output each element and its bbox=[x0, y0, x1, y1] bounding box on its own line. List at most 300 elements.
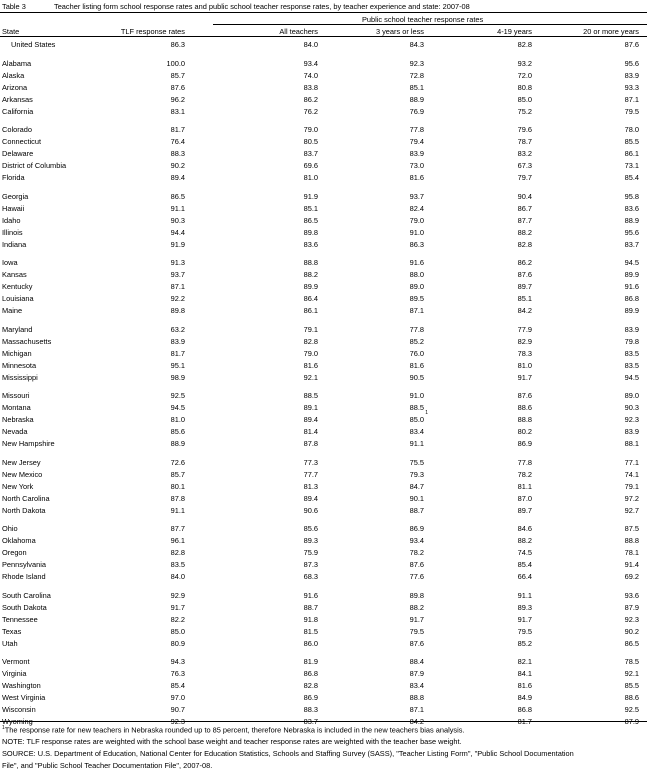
cell-all: 79.0 bbox=[303, 125, 318, 134]
cell-y3: 72.8 bbox=[409, 70, 424, 80]
table-row bbox=[0, 559, 647, 571]
cell-all: 89.4 bbox=[303, 415, 318, 424]
cell-all: 89.9 bbox=[303, 282, 318, 291]
cell-y3: 83.4 bbox=[409, 681, 424, 690]
table-row bbox=[0, 336, 647, 348]
cell-y3: 89.0 bbox=[409, 282, 424, 291]
cell-all: 86.2 bbox=[303, 94, 318, 104]
cell-y4_19: 82.8 bbox=[517, 40, 532, 49]
cell-y4_19: 88.2 bbox=[517, 227, 532, 237]
table-row bbox=[0, 523, 647, 535]
table-row bbox=[0, 390, 647, 402]
state-name: Arizona bbox=[2, 82, 28, 92]
state-name: Arkansas bbox=[2, 94, 33, 104]
cell-tlf: 87.8 bbox=[170, 493, 185, 503]
state-name: Minnesota bbox=[2, 360, 37, 370]
cell-y3: 79.4 bbox=[409, 137, 424, 146]
cell-tlf: 76.4 bbox=[170, 137, 185, 146]
table-row bbox=[0, 360, 647, 372]
cell-tlf: 97.0 bbox=[170, 693, 185, 702]
cell-y20: 95.8 bbox=[624, 191, 639, 201]
cell-tlf: 76.3 bbox=[170, 669, 185, 678]
cell-tlf: 85.7 bbox=[170, 70, 185, 80]
cell-y4_19: 88.6 bbox=[517, 403, 532, 412]
cell-tlf: 85.7 bbox=[170, 469, 185, 479]
cell-tlf: 85.0 bbox=[170, 626, 185, 636]
cell-y20: 91.4 bbox=[624, 560, 639, 569]
cell-y20: 86.1 bbox=[624, 149, 639, 158]
state-name: Michigan bbox=[2, 348, 32, 358]
cell-tlf: 88.9 bbox=[170, 439, 185, 448]
cell-y20: 87.6 bbox=[624, 40, 639, 49]
cell-y20: 94.5 bbox=[624, 372, 639, 382]
state-name: Rhode Island bbox=[2, 572, 46, 581]
cell-y3: 82.4 bbox=[409, 203, 424, 213]
state-name: Iowa bbox=[2, 258, 18, 267]
cell-all: 91.8 bbox=[303, 614, 318, 624]
cell-all: 81.4 bbox=[303, 427, 318, 436]
table-row bbox=[0, 680, 647, 692]
header-3-years: 3 years or less bbox=[375, 27, 424, 36]
table-row bbox=[0, 656, 647, 668]
cell-all: 92.1 bbox=[303, 372, 318, 382]
cell-y4_19: 87.6 bbox=[517, 270, 532, 279]
state-name: Wisconsin bbox=[2, 705, 36, 714]
cell-y20: 86.8 bbox=[624, 294, 639, 303]
cell-y20: 83.5 bbox=[624, 360, 639, 370]
cell-y4_19: 89.3 bbox=[517, 602, 532, 612]
header-all-teachers: All teachers bbox=[279, 27, 318, 36]
cell-all: 83.8 bbox=[303, 82, 318, 92]
table-row bbox=[0, 58, 647, 70]
cell-tlf: 87.7 bbox=[170, 524, 185, 533]
state-name: Nebraska bbox=[2, 415, 34, 424]
cell-tlf: 90.7 bbox=[170, 705, 185, 714]
cell-tlf: 81.7 bbox=[170, 348, 185, 358]
cell-all: 89.8 bbox=[303, 227, 318, 237]
cell-y3: 83.9 bbox=[409, 149, 424, 158]
cell-y4_19: 72.0 bbox=[517, 70, 532, 80]
cell-tlf: 94.3 bbox=[170, 657, 185, 666]
cell-all: 86.9 bbox=[303, 693, 318, 702]
table-row bbox=[0, 106, 647, 118]
state-name: Maine bbox=[2, 306, 23, 315]
cell-tlf: 81.0 bbox=[170, 415, 185, 424]
cell-y3: 85.0 bbox=[409, 415, 424, 424]
cell-y4_19: 87.7 bbox=[517, 215, 532, 225]
cell-all: 76.2 bbox=[303, 106, 318, 116]
cell-all: 82.8 bbox=[303, 681, 318, 690]
cell-y4_19: 88.2 bbox=[517, 536, 532, 545]
cell-tlf: 91.1 bbox=[170, 505, 185, 515]
cell-y4_19: 79.6 bbox=[517, 125, 532, 134]
cell-y20: 79.1 bbox=[624, 481, 639, 491]
cell-all: 88.3 bbox=[303, 705, 318, 714]
cell-y20: 92.5 bbox=[624, 705, 639, 714]
table-row bbox=[0, 704, 647, 716]
table-row bbox=[0, 305, 647, 317]
cell-all: 91.9 bbox=[303, 191, 318, 201]
cell-y4_19: 85.2 bbox=[517, 638, 532, 648]
cell-all: 77.7 bbox=[303, 469, 318, 479]
cell-all: 79.0 bbox=[303, 348, 318, 358]
state-name: Florida bbox=[2, 173, 25, 182]
cell-y3: 88.0 bbox=[409, 270, 424, 279]
cell-y20: 83.9 bbox=[624, 324, 639, 334]
cell-y4_19: 93.2 bbox=[517, 58, 532, 68]
cell-y4_19: 86.7 bbox=[517, 203, 532, 213]
table-row bbox=[0, 148, 647, 160]
state-name: Illinois bbox=[2, 227, 23, 237]
header-4-19-years: 4-19 years bbox=[497, 27, 532, 36]
cell-y3: 90.5 bbox=[409, 372, 424, 382]
cell-y3: 81.6 bbox=[409, 360, 424, 370]
cell-all: 84.0 bbox=[303, 40, 318, 49]
state-name: New York bbox=[2, 481, 34, 491]
state-name: Georgia bbox=[2, 191, 29, 201]
cell-all: 85.6 bbox=[303, 524, 318, 533]
cell-y4_19: 89.7 bbox=[517, 505, 532, 515]
cell-all: 86.0 bbox=[303, 638, 318, 648]
cell-y20: 91.6 bbox=[624, 282, 639, 291]
cell-y3: 73.0 bbox=[409, 161, 424, 170]
cell-y20: 69.2 bbox=[624, 572, 639, 581]
state-name: South Carolina bbox=[2, 590, 51, 600]
table-row bbox=[0, 160, 647, 172]
state-name: Alaska bbox=[2, 70, 25, 80]
cell-y3: 88.9 bbox=[409, 94, 424, 104]
cell-tlf: 94.5 bbox=[170, 403, 185, 412]
cell-tlf: 91.7 bbox=[170, 602, 185, 612]
table-row bbox=[0, 94, 647, 106]
cell-all: 79.1 bbox=[303, 324, 318, 334]
state-name: New Mexico bbox=[2, 469, 43, 479]
cell-y20: 87.5 bbox=[624, 524, 639, 533]
cell-y3: 83.4 bbox=[409, 427, 424, 436]
state-name: Missouri bbox=[2, 391, 30, 400]
cell-y20: 93.6 bbox=[624, 590, 639, 600]
cell-y4_19: 87.6 bbox=[517, 391, 532, 400]
cell-y3: 88.2 bbox=[409, 602, 424, 612]
footnote-1-text: The response rate for new teachers in Nebraska rounded up to 85 percent, therefore Nebraska is included in the new teachers bias analysis. bbox=[4, 725, 465, 735]
cell-y4_19: 74.5 bbox=[517, 548, 532, 557]
cell-all: 81.6 bbox=[303, 360, 318, 370]
table-row bbox=[0, 191, 647, 203]
cell-y20: 92.7 bbox=[624, 505, 639, 515]
cell-y4_19: 78.2 bbox=[517, 469, 532, 479]
cell-tlf: 92.9 bbox=[170, 590, 185, 600]
cell-y20: 85.5 bbox=[624, 681, 639, 690]
cell-y3: 88.5 bbox=[409, 403, 424, 412]
header-tlf: TLF response rates bbox=[120, 27, 185, 36]
cell-y3: 79.0 bbox=[409, 215, 424, 225]
cell-tlf: 87.1 bbox=[170, 282, 185, 291]
state-name: Louisiana bbox=[2, 294, 34, 303]
cell-tlf: 82.2 bbox=[170, 614, 185, 624]
cell-y4_19: 82.1 bbox=[517, 657, 532, 666]
cell-y4_19: 80.2 bbox=[517, 427, 532, 436]
cell-y4_19: 84.1 bbox=[517, 669, 532, 678]
table-row bbox=[0, 626, 647, 638]
state-name: Oklahoma bbox=[2, 536, 36, 545]
cell-all: 81.3 bbox=[303, 481, 318, 491]
state-name: Hawaii bbox=[2, 203, 25, 213]
cell-y20: 92.3 bbox=[624, 415, 639, 424]
cell-all: 83.6 bbox=[303, 239, 318, 249]
cell-y3: 93.7 bbox=[409, 191, 424, 201]
cell-y3: 87.1 bbox=[409, 705, 424, 714]
table-row bbox=[0, 215, 647, 227]
cell-tlf: 88.3 bbox=[170, 149, 185, 158]
table-footer bbox=[2, 722, 645, 772]
cell-y3: 85.1 bbox=[409, 82, 424, 92]
cell-y3: 85.2 bbox=[409, 336, 424, 346]
cell-tlf: 91.3 bbox=[170, 258, 185, 267]
cell-y20: 83.5 bbox=[624, 348, 639, 358]
footnote-marker: 1 bbox=[2, 725, 5, 731]
cell-y20: 94.5 bbox=[624, 258, 639, 267]
cell-y20: 92.1 bbox=[624, 669, 639, 678]
cell-y4_19: 81.6 bbox=[517, 681, 532, 690]
cell-tlf: 86.3 bbox=[170, 40, 185, 49]
state-name: Nevada bbox=[2, 427, 28, 436]
rule-header bbox=[0, 36, 647, 37]
state-name: South Dakota bbox=[2, 602, 47, 612]
table-row bbox=[0, 692, 647, 704]
cell-all: 82.8 bbox=[303, 336, 318, 346]
cell-y20: 83.6 bbox=[624, 203, 639, 213]
cell-y4_19: 90.4 bbox=[517, 191, 532, 201]
cell-y3: 87.1 bbox=[409, 306, 424, 315]
cell-all: 74.0 bbox=[303, 70, 318, 80]
cell-all: 81.9 bbox=[303, 657, 318, 666]
cell-y20: 78.1 bbox=[624, 548, 639, 557]
cell-y4_19: 88.8 bbox=[517, 415, 532, 424]
cell-all: 69.6 bbox=[303, 161, 318, 170]
state-name: North Carolina bbox=[2, 493, 50, 503]
state-name: Montana bbox=[2, 403, 31, 412]
header-group: Public school teacher response rates bbox=[362, 15, 484, 24]
table-row bbox=[0, 257, 647, 269]
table-row bbox=[0, 172, 647, 184]
cell-y4_19: 79.5 bbox=[517, 626, 532, 636]
state-name: California bbox=[2, 106, 34, 116]
cell-y4_19: 84.6 bbox=[517, 524, 532, 533]
state-name: Tennessee bbox=[2, 614, 38, 624]
table-row bbox=[0, 82, 647, 94]
cell-y20: 89.9 bbox=[624, 270, 639, 279]
header-20-years: 20 or more years bbox=[583, 27, 639, 36]
cell-y3: 91.1 bbox=[409, 439, 424, 448]
cell-all: 68.3 bbox=[303, 572, 318, 581]
table-row bbox=[0, 493, 647, 505]
state-name: Massachusetts bbox=[2, 336, 52, 346]
table-row bbox=[0, 348, 647, 360]
cell-y4_19: 81.1 bbox=[517, 481, 532, 491]
cell-y3: 93.4 bbox=[409, 536, 424, 545]
cell-y3: 88.8 bbox=[409, 693, 424, 702]
cell-tlf: 83.9 bbox=[170, 336, 185, 346]
table-row bbox=[0, 239, 647, 251]
cell-y20: 89.0 bbox=[624, 391, 639, 400]
cell-y4_19: 91.7 bbox=[517, 372, 532, 382]
cell-y3: 81.6 bbox=[409, 173, 424, 182]
cell-tlf: 85.6 bbox=[170, 427, 185, 436]
state-name: Virginia bbox=[2, 669, 27, 678]
rule-group bbox=[213, 24, 647, 25]
cell-all: 87.8 bbox=[303, 439, 318, 448]
cell-tlf: 86.5 bbox=[170, 191, 185, 201]
cell-tlf: 80.9 bbox=[170, 638, 185, 648]
cell-y3: 92.3 bbox=[409, 58, 424, 68]
table-row-total bbox=[0, 39, 647, 51]
state-name: Pennsylvania bbox=[2, 560, 46, 569]
cell-all: 89.1 bbox=[303, 403, 318, 412]
cell-tlf: 72.6 bbox=[170, 457, 185, 467]
cell-tlf: 91.9 bbox=[170, 239, 185, 249]
cell-y3: 86.9 bbox=[409, 524, 424, 533]
cell-all: 93.4 bbox=[303, 58, 318, 68]
footnote-1 bbox=[2, 722, 645, 736]
cell-y20: 88.9 bbox=[624, 215, 639, 225]
cell-all: 86.5 bbox=[303, 215, 318, 225]
cell-y20: 87.9 bbox=[624, 602, 639, 612]
cell-y3: 89.5 bbox=[409, 294, 424, 303]
cell-tlf: 91.1 bbox=[170, 203, 185, 213]
cell-y4_19: 82.8 bbox=[517, 239, 532, 249]
source-line-2: File", and "Public School Teacher Documentation File", 2007-08. bbox=[2, 761, 213, 771]
cell-y3: 87.6 bbox=[409, 638, 424, 648]
cell-all: 87.3 bbox=[303, 560, 318, 569]
cell-y4_19: 91.1 bbox=[517, 590, 532, 600]
table-row bbox=[0, 324, 647, 336]
table-row bbox=[0, 638, 647, 650]
cell-y3: 87.9 bbox=[409, 669, 424, 678]
cell-all: 86.8 bbox=[303, 669, 318, 678]
cell-y4_19: 83.2 bbox=[517, 149, 532, 158]
cell-y3: 91.6 bbox=[409, 258, 424, 267]
cell-tlf: 81.7 bbox=[170, 125, 185, 134]
state-name: Ohio bbox=[2, 524, 18, 533]
cell-y3: 77.8 bbox=[409, 125, 424, 134]
table-row bbox=[0, 590, 647, 602]
cell-y4_19: 85.1 bbox=[517, 294, 532, 303]
cell-y20: 92.3 bbox=[624, 614, 639, 624]
cell-y3: 87.6 bbox=[409, 560, 424, 569]
state-name: Oregon bbox=[2, 548, 27, 557]
cell-y20: 90.3 bbox=[624, 403, 639, 412]
cell-y4_19: 85.4 bbox=[517, 560, 532, 569]
state-name: Delaware bbox=[2, 149, 34, 158]
table-row bbox=[0, 481, 647, 493]
cell-y4_19: 86.2 bbox=[517, 258, 532, 267]
cell-y4_19: 86.9 bbox=[517, 439, 532, 448]
state-name: Washington bbox=[2, 681, 41, 690]
cell-y3: 76.0 bbox=[409, 348, 424, 358]
cell-tlf: 83.1 bbox=[170, 106, 185, 116]
table-row bbox=[0, 281, 647, 293]
cell-tlf: 96.2 bbox=[170, 94, 185, 104]
cell-y20: 83.7 bbox=[624, 239, 639, 249]
cell-y20: 85.4 bbox=[624, 173, 639, 182]
cell-y20: 77.1 bbox=[624, 457, 639, 467]
cell-y3: 76.9 bbox=[409, 106, 424, 116]
cell-y4_19: 66.4 bbox=[517, 572, 532, 581]
table-row bbox=[0, 269, 647, 281]
cell-y4_19: 78.3 bbox=[517, 348, 532, 358]
cell-y3: 90.1 bbox=[409, 493, 424, 503]
cell-tlf: 100.0 bbox=[166, 58, 185, 68]
cell-y3: 75.5 bbox=[409, 457, 424, 467]
state-name: New Hampshire bbox=[2, 439, 55, 448]
cell-tlf: 85.4 bbox=[170, 681, 185, 690]
cell-y20: 78.0 bbox=[624, 125, 639, 134]
cell-y3: 79.3 bbox=[409, 469, 424, 479]
cell-all: 83.7 bbox=[303, 149, 318, 158]
cell-tlf: 93.7 bbox=[170, 270, 185, 279]
cell-y4_19: 82.9 bbox=[517, 336, 532, 346]
cell-y20: 79.5 bbox=[624, 106, 639, 116]
table-title bbox=[2, 2, 470, 11]
table-row bbox=[0, 136, 647, 148]
header-state: State bbox=[2, 27, 20, 36]
state-name: Connecticut bbox=[2, 137, 42, 146]
cell-tlf: 98.9 bbox=[170, 372, 185, 382]
cell-y4_19: 86.8 bbox=[517, 705, 532, 714]
cell-y3: 86.3 bbox=[409, 239, 424, 249]
cell-y20: 88.6 bbox=[624, 693, 639, 702]
cell-y3: 77.8 bbox=[409, 324, 424, 334]
cell-y4_19: 85.0 bbox=[517, 94, 532, 104]
cell-all: 90.6 bbox=[303, 505, 318, 515]
cell-all: 88.7 bbox=[303, 602, 318, 612]
cell-y20: 86.5 bbox=[624, 638, 639, 648]
cell-y20: 97.2 bbox=[624, 493, 639, 503]
cell-y4_19: 67.3 bbox=[517, 161, 532, 170]
cell-all: 88.8 bbox=[303, 258, 318, 267]
table-row bbox=[0, 614, 647, 626]
cell-all: 88.2 bbox=[303, 270, 318, 279]
cell-y20: 73.1 bbox=[624, 161, 639, 170]
state-name: Kentucky bbox=[2, 282, 33, 291]
table-row bbox=[0, 547, 647, 559]
cell-y3: 91.0 bbox=[409, 391, 424, 400]
state-name: Colorado bbox=[2, 125, 32, 134]
cell-y20: 95.6 bbox=[624, 227, 639, 237]
cell-y3: 84.3 bbox=[409, 40, 424, 49]
cell-y3: 88.7 bbox=[409, 505, 424, 515]
cell-y4_19: 77.8 bbox=[517, 457, 532, 467]
table-row bbox=[0, 426, 647, 438]
cell-tlf: 83.5 bbox=[170, 560, 185, 569]
state-name: Kansas bbox=[2, 270, 27, 279]
cell-y20: 83.9 bbox=[624, 70, 639, 80]
table-row bbox=[0, 124, 647, 136]
table-row bbox=[0, 505, 647, 517]
cell-y20: 90.2 bbox=[624, 626, 639, 636]
state-name: Mississippi bbox=[2, 372, 38, 382]
cell-tlf: 87.6 bbox=[170, 82, 185, 92]
cell-y4_19: 87.0 bbox=[517, 493, 532, 503]
cell-tlf: 92.5 bbox=[170, 391, 185, 400]
state-name: Utah bbox=[2, 638, 18, 648]
table-row bbox=[0, 571, 647, 583]
cell-y3: 91.7 bbox=[409, 614, 424, 624]
cell-y4_19: 89.7 bbox=[517, 282, 532, 291]
cell-tlf: 90.3 bbox=[170, 215, 185, 225]
cell-all: 86.1 bbox=[303, 306, 318, 315]
cell-tlf: 95.1 bbox=[170, 360, 185, 370]
